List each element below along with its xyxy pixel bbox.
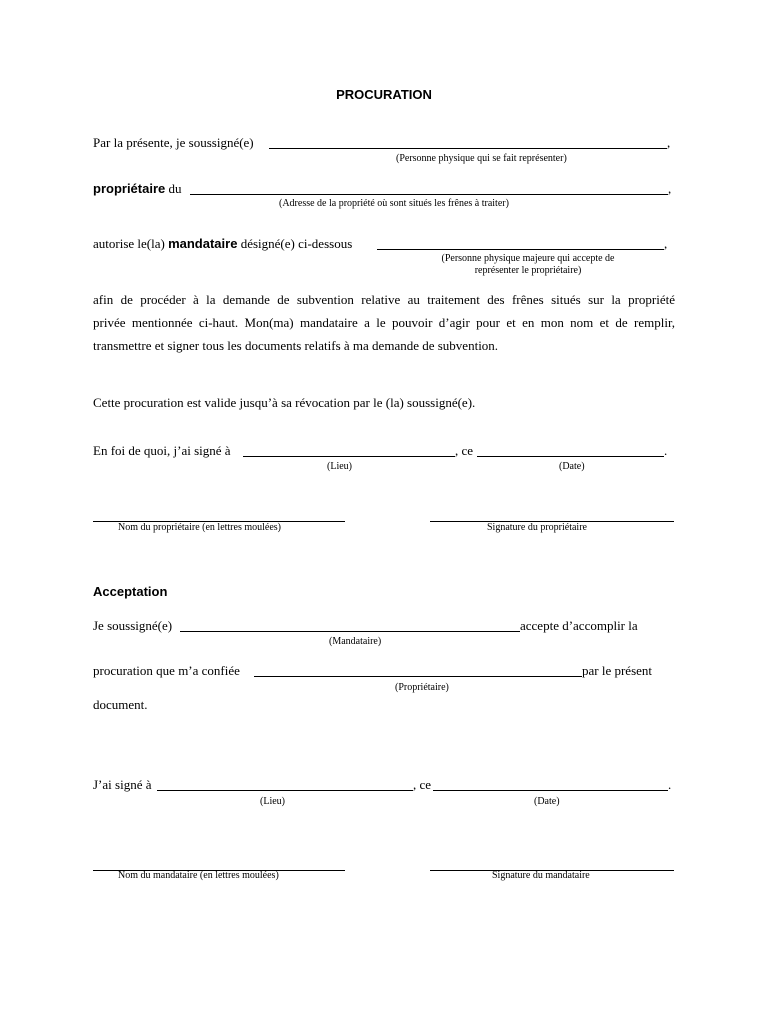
agent-caption-line1: (Personne physique majeure qui accepte de [441,253,615,264]
agent-printed-name-caption: Nom du mandataire (en lettres moulées) [118,870,279,881]
property-address-caption: (Adresse de la propriété où sont situés les frênes à traiter) [279,198,509,209]
acceptation-agent-caption: (Mandataire) [329,636,382,647]
owner-printed-name-caption: Nom du propriétaire (en lettres moulées) [118,522,281,533]
owner-signature-field[interactable] [430,508,674,522]
owner-place-field[interactable] [243,443,455,457]
acceptation-heading: Acceptation [93,584,168,599]
owner-printed-name-field[interactable] [93,508,345,522]
owner-signed-middle: , ce [455,443,474,458]
authorize-text-b: désigné(e) ci-dessous [240,236,353,251]
acceptation-line2-text: procuration que m’a confiée [93,663,240,678]
agent-date-field[interactable] [433,777,668,791]
owner-signed-prefix: En foi de quoi, j’ai signé à [93,443,231,458]
property-address-field[interactable] [190,181,668,195]
acceptation-line1-text: Je soussigné(e) [93,618,173,633]
owner-signature-caption: Signature du propriétaire [487,522,587,533]
owner-date-caption: (Date) [559,461,585,472]
acceptation-owner-caption: (Propriétaire) [395,682,449,693]
agent-place-field[interactable] [157,777,413,791]
acceptation-line3-text: document. [93,697,148,712]
agent-name-field[interactable] [377,236,664,250]
owner-intro-text: Par la présente, je soussigné(e) [93,135,254,150]
paragraph-line-2: privée mentionnée ci-haut. Mon(ma) mandataire a le pouvoir d’agir pour et en mon nom et de remplir, [93,315,675,330]
acceptation-line2-after: par le présent [582,663,653,678]
owner-date-field[interactable] [477,443,664,457]
property-line [93,181,182,197]
authorize-text-a: autorise le(la) [93,236,165,251]
agent-signature-caption: Signature du mandataire [492,870,590,881]
owner-intro-comma: , [667,135,671,150]
owner-name-field[interactable] [269,135,667,149]
acceptation-agent-field[interactable] [180,618,520,632]
paragraph-line-3: transmettre et signer tous les documents relatifs à ma demande de subvention. [93,338,499,353]
agent-place-caption: (Lieu) [260,796,285,807]
agent-printed-name-field[interactable] [93,857,345,871]
authorize-comma: , [664,236,668,251]
acceptation-line1-after: accepte d’accomplir la [520,618,638,633]
acceptation-owner-field[interactable] [254,663,582,677]
agent-signed-prefix: J’ai signé à [93,777,152,792]
validity-text: Cette procuration est valide jusqu’à sa révocation par le (la) soussigné(e). [93,395,476,410]
owner-role-label: propriétaire [93,181,166,196]
agent-signed-end: . [668,777,672,792]
property-du-text: du [168,181,182,196]
property-comma: , [668,181,672,196]
agent-role-label: mandataire [168,236,238,251]
paragraph-line-1: afin de procéder à la demande de subvention relative au traitement des frênes situés sur la propriété [93,292,675,307]
agent-name-caption [420,253,636,277]
owner-place-caption: (Lieu) [327,461,352,472]
owner-name-caption: (Personne physique qui se fait représenter) [396,153,567,164]
authorize-line [93,236,352,252]
owner-signed-end: . [664,443,668,458]
agent-signature-field[interactable] [430,857,674,871]
agent-signed-middle: , ce [413,777,432,792]
agent-date-caption: (Date) [534,796,560,807]
agent-caption-line2: représenter le propriétaire) [474,265,582,276]
document-title: PROCURATION [336,87,432,102]
